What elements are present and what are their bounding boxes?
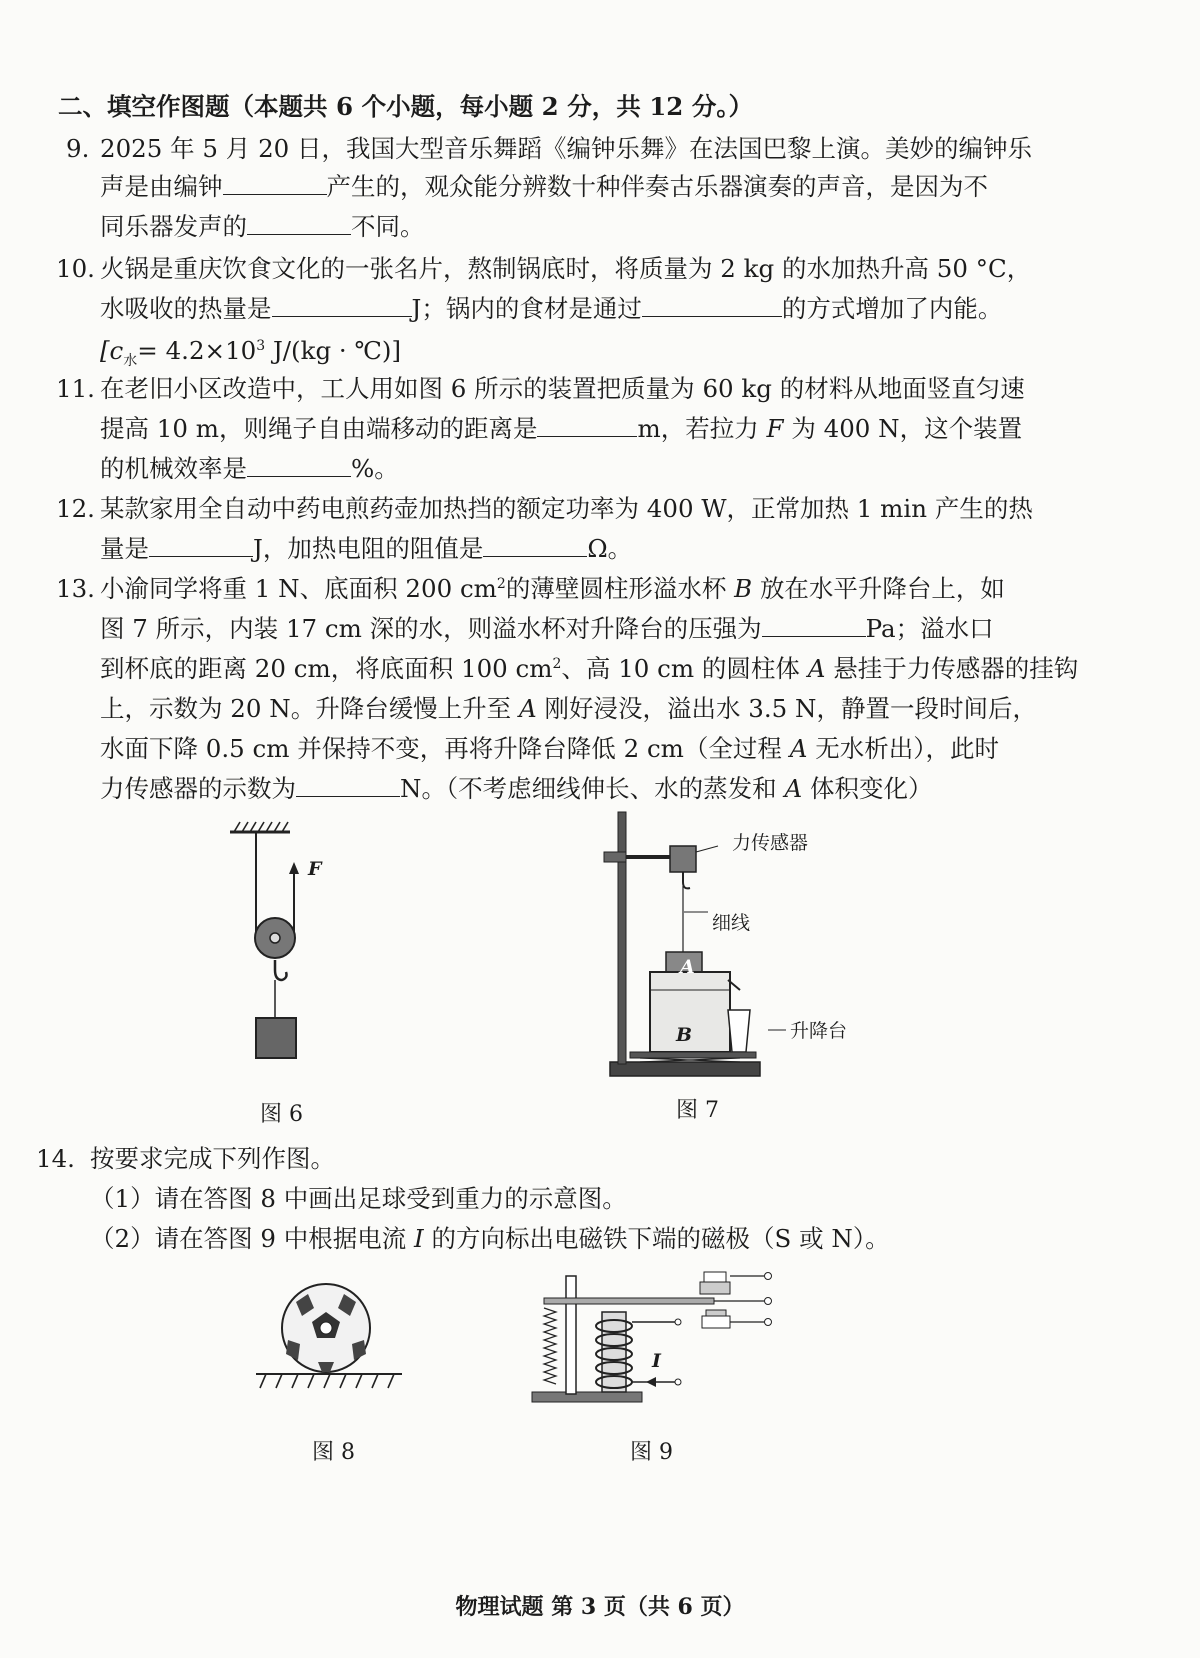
q10-formula: [$c_水= 4.2\times 10^3$ J/(kg · ℃)]: [100, 336, 402, 369]
question-10-line-2: [100, 294, 1002, 324]
question-9-line-3: [100, 212, 425, 242]
question-12-number: 12.: [56, 494, 95, 523]
q11-text: 提高 10 m，则绳子自由端移动的距离是: [100, 414, 538, 443]
answer-blank[interactable]: [483, 534, 587, 557]
question-13-line-5: 水面下降 0.5 cm 并保持不变，再将升降台降低 2 cm（全过程 A 无水析出），此时: [100, 734, 999, 763]
answer-blank[interactable]: [272, 294, 412, 317]
q10-text: 水吸收的热量是: [100, 294, 272, 323]
q11-text: m，若拉力: [637, 414, 759, 443]
question-11-number: 11.: [56, 374, 95, 403]
question-12-line-2: [100, 534, 632, 564]
question-9-line-2: [100, 172, 988, 202]
q11-text: %。: [351, 454, 399, 483]
answer-blank[interactable]: [247, 454, 351, 477]
q11-var-f: F: [766, 414, 784, 443]
question-11-line-1: 在老旧小区改造中，工人用如图 6 所示的装置把质量为 60 kg 的材料从地面竖直匀速: [100, 374, 1025, 403]
q11-text: 的机械效率是: [100, 454, 247, 483]
question-13-number: 13.: [56, 574, 95, 603]
question-13-line-4: 上，示数为 20 N。升降台缓慢上升至 A 刚好浸没，溢出水 3.5 N，静置一段时间后，: [100, 694, 1037, 723]
question-9-line-1: 2025 年 5 月 20 日，我国大型音乐舞蹈《编钟乐舞》在法国巴黎上演。美妙的编钟乐: [100, 134, 1033, 163]
figure-8-football-diagram: [256, 1282, 406, 1392]
force-sensor-label: 力传感器: [732, 832, 809, 854]
q12-text: 量是: [100, 534, 149, 563]
figure-9-caption: 图 9: [630, 1440, 673, 1465]
q10-text: J；锅内的食材是通过: [411, 294, 642, 323]
answer-blank[interactable]: [247, 212, 351, 235]
q12-text: J，加热电阻的阻值是: [253, 534, 484, 563]
q9-text: 同乐器发声的: [100, 212, 247, 241]
question-11-line-3: [100, 454, 399, 484]
question-13-line-6: 力传感器的示数为 N。（不考虑细线伸长、水的蒸发和 A 体积变化）: [100, 774, 933, 803]
q9-text: 声是由编钟: [100, 172, 223, 201]
figure-9-electromagnet-diagram: [528, 1268, 788, 1408]
q9-text: 产生的，观众能分辨数十种伴奏古乐器演奏的声音，是因为不: [326, 172, 988, 201]
answer-blank[interactable]: [223, 172, 327, 195]
cup-b-label: B: [676, 1024, 693, 1046]
force-f-label: F: [308, 858, 322, 880]
answer-blank[interactable]: [149, 534, 253, 557]
question-13-line-1: 小渝同学将重 1 N、底面积 200 $cm^2$的薄壁圆柱形溢水杯 B 放在水平升降台上，如: [100, 574, 1005, 603]
section-title: 二、填空作图题（本题共 6 个小题，每小题 2 分，共 12 分。）: [58, 92, 754, 121]
question-14-line-1: 按要求完成下列作图。: [90, 1144, 335, 1173]
answer-blank[interactable]: [296, 774, 400, 797]
question-9-number: 9.: [66, 134, 90, 163]
q10-text: 的方式增加了内能。: [781, 294, 1003, 323]
page-footer: 物理试题 第 3 页（共 6 页）: [455, 1594, 745, 1620]
current-i-label: I: [652, 1350, 661, 1372]
question-14-part-1: （1）请在答图 8 中画出足球受到重力的示意图。: [90, 1184, 627, 1213]
q12-text: Ω。: [587, 534, 633, 563]
figure-6-caption: 图 6: [260, 1102, 303, 1127]
question-10-line-3: [100, 336, 402, 369]
answer-blank[interactable]: [642, 294, 782, 317]
q11-text: 为 400 N，这个装置: [791, 414, 1023, 443]
question-14-part-2: （2）请在答图 9 中根据电流 I 的方向标出电磁铁下端的磁极（S 或 N）。: [90, 1224, 890, 1253]
block-a-label: A: [680, 956, 695, 978]
question-11-line-2: [100, 414, 1022, 444]
figure-7-caption: 图 7: [676, 1098, 719, 1123]
answer-blank[interactable]: [762, 614, 866, 637]
question-14-number: 14.: [36, 1144, 75, 1173]
question-10-line-1: 火锅是重庆饮食文化的一张名片，熬制锅底时，将质量为 2 kg 的水加热升高 50 °C，: [100, 254, 1032, 283]
question-13-line-3: 到杯底的距离 20 cm，将底面积 100 $cm^2$、高 10 cm 的圆柱体 A 悬挂于力传感器的挂钩: [100, 654, 1079, 683]
q9-text: 不同。: [351, 212, 425, 241]
figure-8-caption: 图 8: [312, 1440, 355, 1465]
question-12-line-1: 某款家用全自动中药电煎药壶加热挡的额定功率为 400 W，正常加热 1 min 产生的热: [100, 494, 1033, 523]
figure-7-overflow-cup-diagram: [600, 812, 860, 1092]
question-10-number: 10.: [56, 254, 95, 283]
thread-label: 细线: [712, 912, 751, 934]
question-13-line-2: 图 7 所示，内装 17 cm 深的水，则溢水杯对升降台的压强为 Pa；溢水口: [100, 614, 994, 643]
figure-6-pulley-diagram: [220, 820, 340, 1080]
lift-platform-label: 升降台: [790, 1020, 848, 1042]
answer-blank[interactable]: [537, 414, 637, 437]
